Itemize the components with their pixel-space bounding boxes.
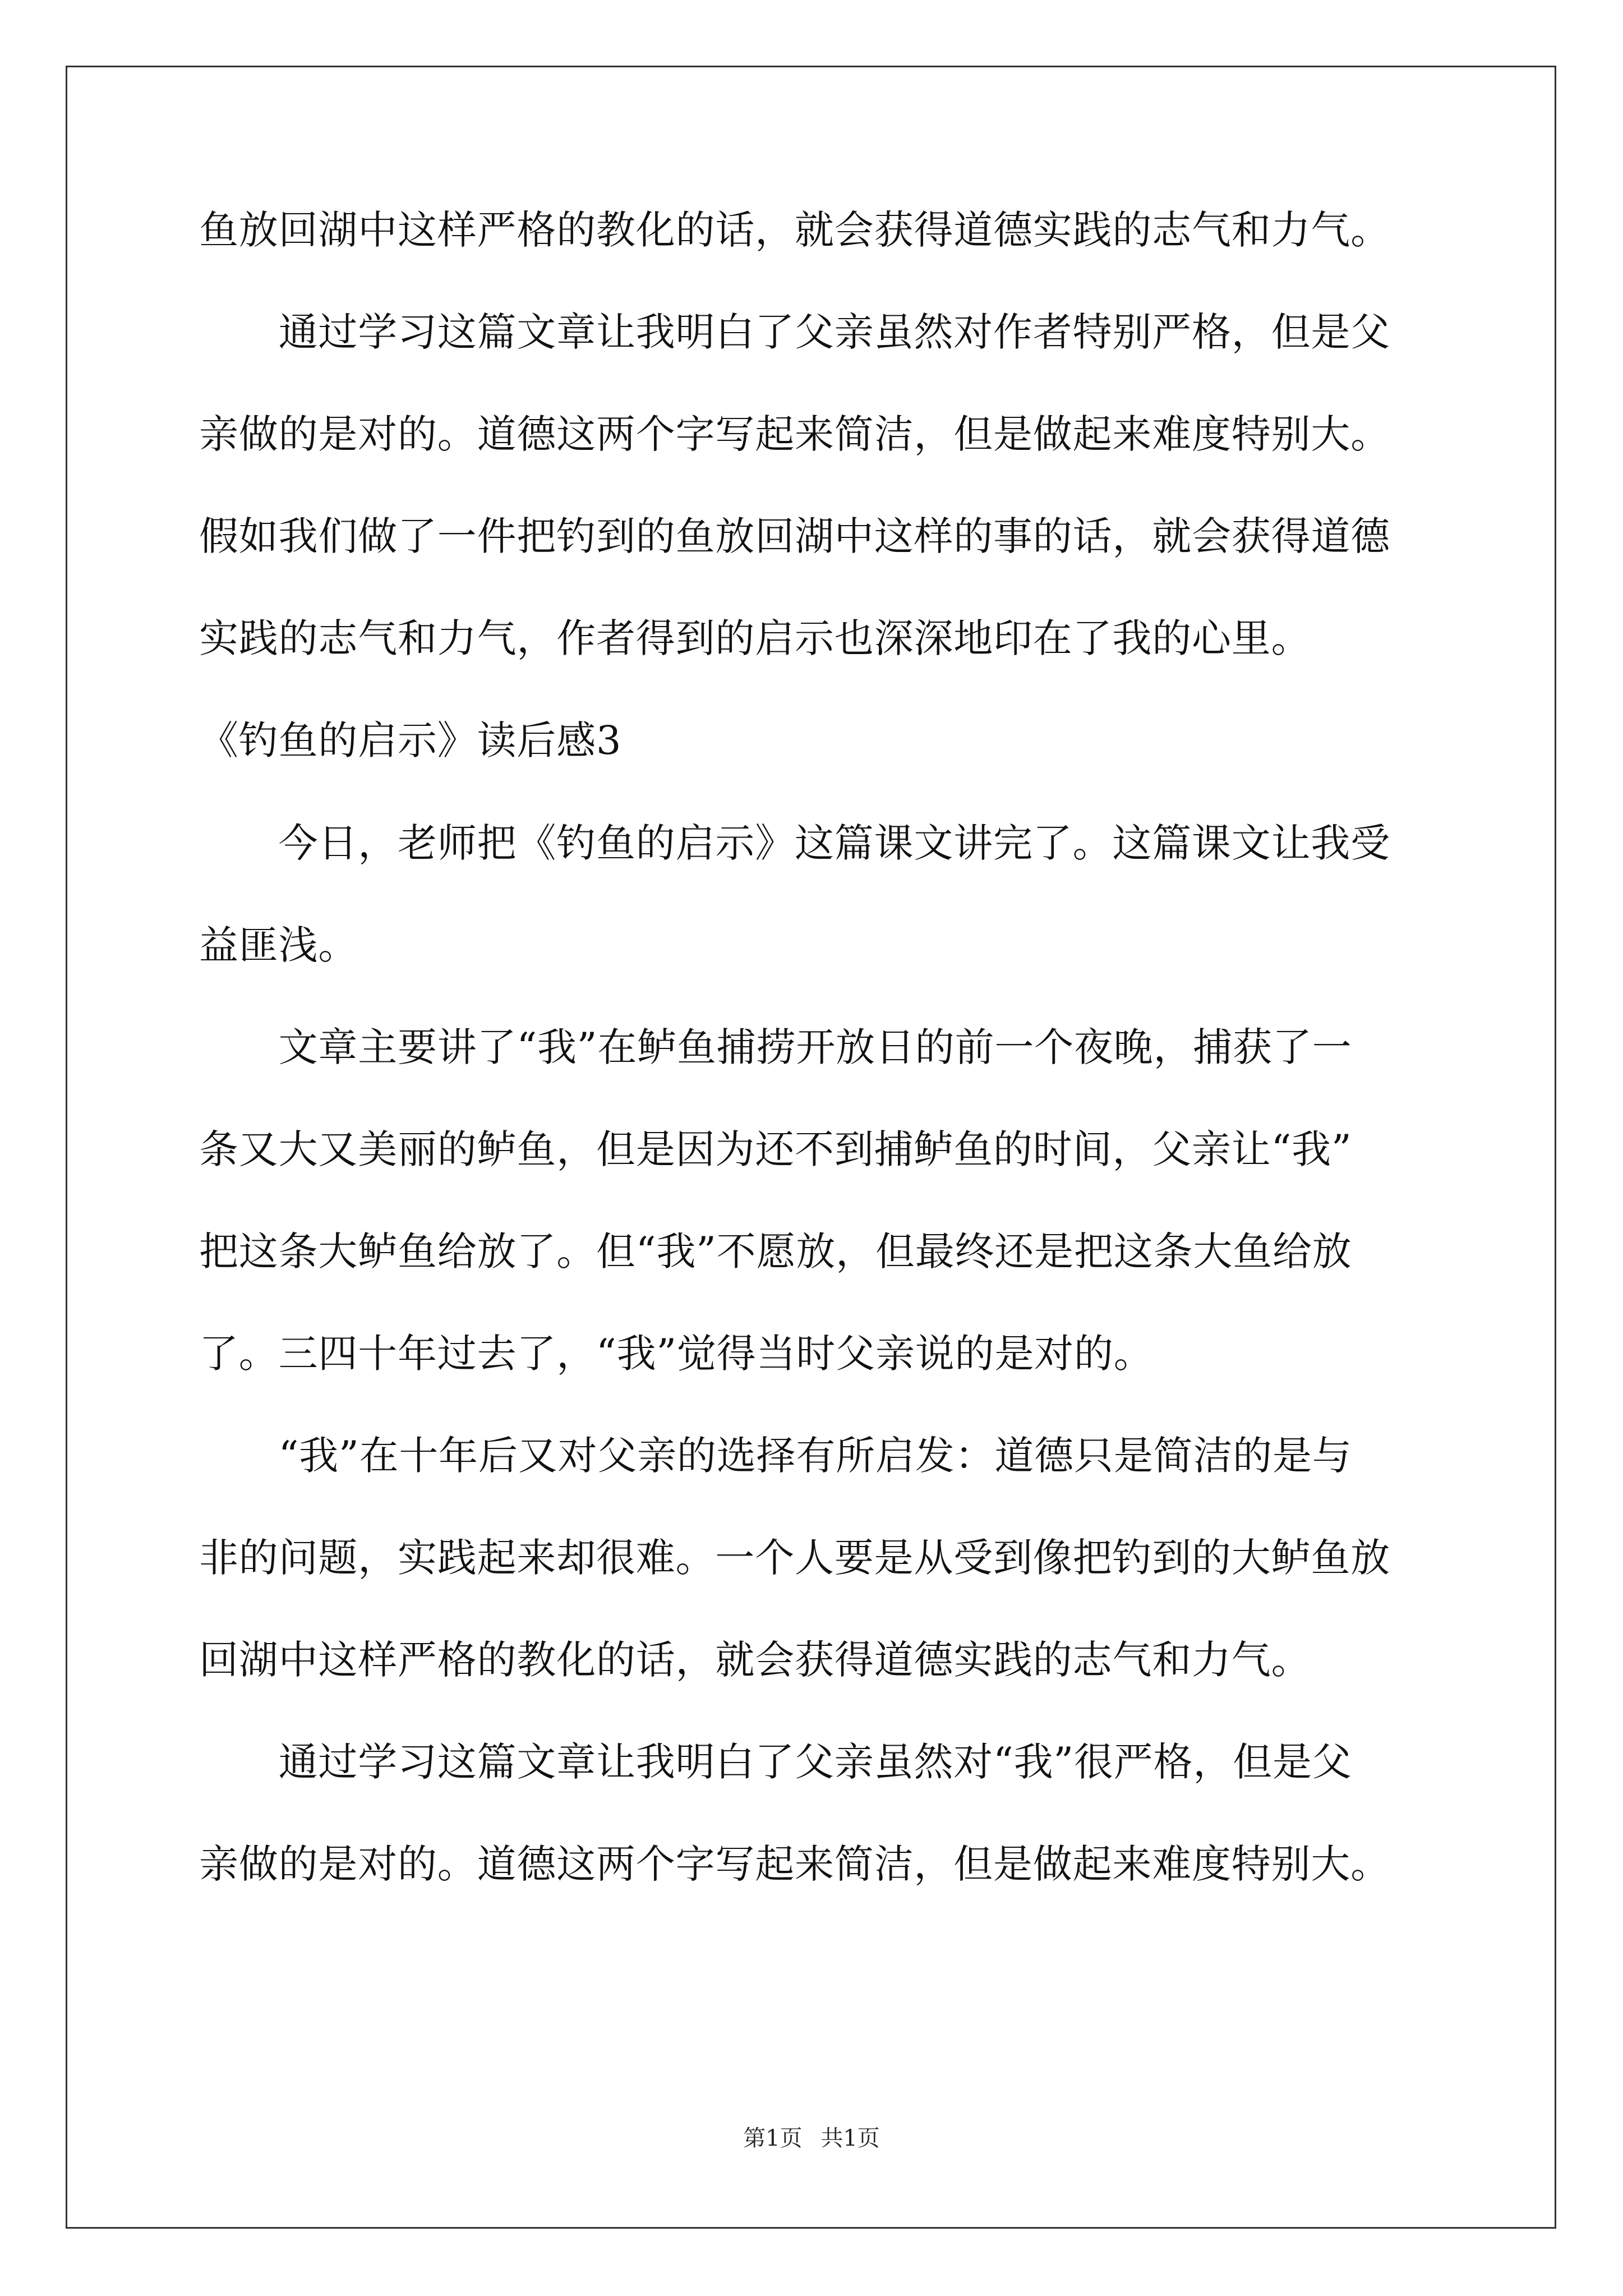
text-line: 回湖中这样严格的教化的话，就会获得道德实践的志气和力气。 bbox=[199, 1637, 1311, 1683]
text-line: 假如我们做了一件把钓到的鱼放回湖中这样的事的话，就会获得道德 bbox=[199, 513, 1390, 559]
text-line: 把这条大鲈鱼给放了。但“我”不愿放，但最终还是把这条大鱼给放 bbox=[199, 1228, 1352, 1274]
text-line: 今日，老师把《钓鱼的启示》这篇课文讲完了。这篇课文让我受 bbox=[199, 820, 1390, 866]
text-line: 文章主要讲了“我”在鲈鱼捕捞开放日的前一个夜晚，捕获了一 bbox=[199, 1024, 1352, 1070]
text-line: 亲做的是对的。道德这两个字写起来简洁，但是做起来难度特别大。 bbox=[199, 411, 1390, 457]
text-line: 通过学习这篇文章让我明白了父亲虽然对作者特别严格，但是父 bbox=[199, 309, 1390, 355]
text-line: 鱼放回湖中这样严格的教化的话，就会获得道德实践的志气和力气。 bbox=[199, 207, 1390, 253]
section-heading: 《钓鱼的启示》读后感3 bbox=[199, 717, 622, 763]
text-line: 通过学习这篇文章让我明白了父亲虽然对“我”很严格，但是父 bbox=[199, 1739, 1352, 1785]
page-total: 共1页 bbox=[820, 2125, 880, 2151]
page-footer bbox=[0, 2127, 1623, 2150]
text-line: 了。三四十年过去了，“我”觉得当时父亲说的是对的。 bbox=[199, 1331, 1154, 1377]
page-number: 第1页 bbox=[743, 2125, 803, 2151]
text-line: 亲做的是对的。道德这两个字写起来简洁，但是做起来难度特别大。 bbox=[199, 1841, 1390, 1887]
text-line: 非的问题，实践起来却很难。一个人要是从受到像把钓到的大鲈鱼放 bbox=[199, 1535, 1390, 1581]
text-line: 实践的志气和力气，作者得到的启示也深深地印在了我的心里。 bbox=[199, 615, 1311, 661]
text-line: “我”在十年后又对父亲的选择有所启发：道德只是简洁的是与 bbox=[199, 1433, 1352, 1479]
text-line: 益匪浅。 bbox=[199, 922, 358, 968]
text-line: 条又大又美丽的鲈鱼，但是因为还不到捕鲈鱼的时间，父亲让“我” bbox=[199, 1126, 1352, 1172]
